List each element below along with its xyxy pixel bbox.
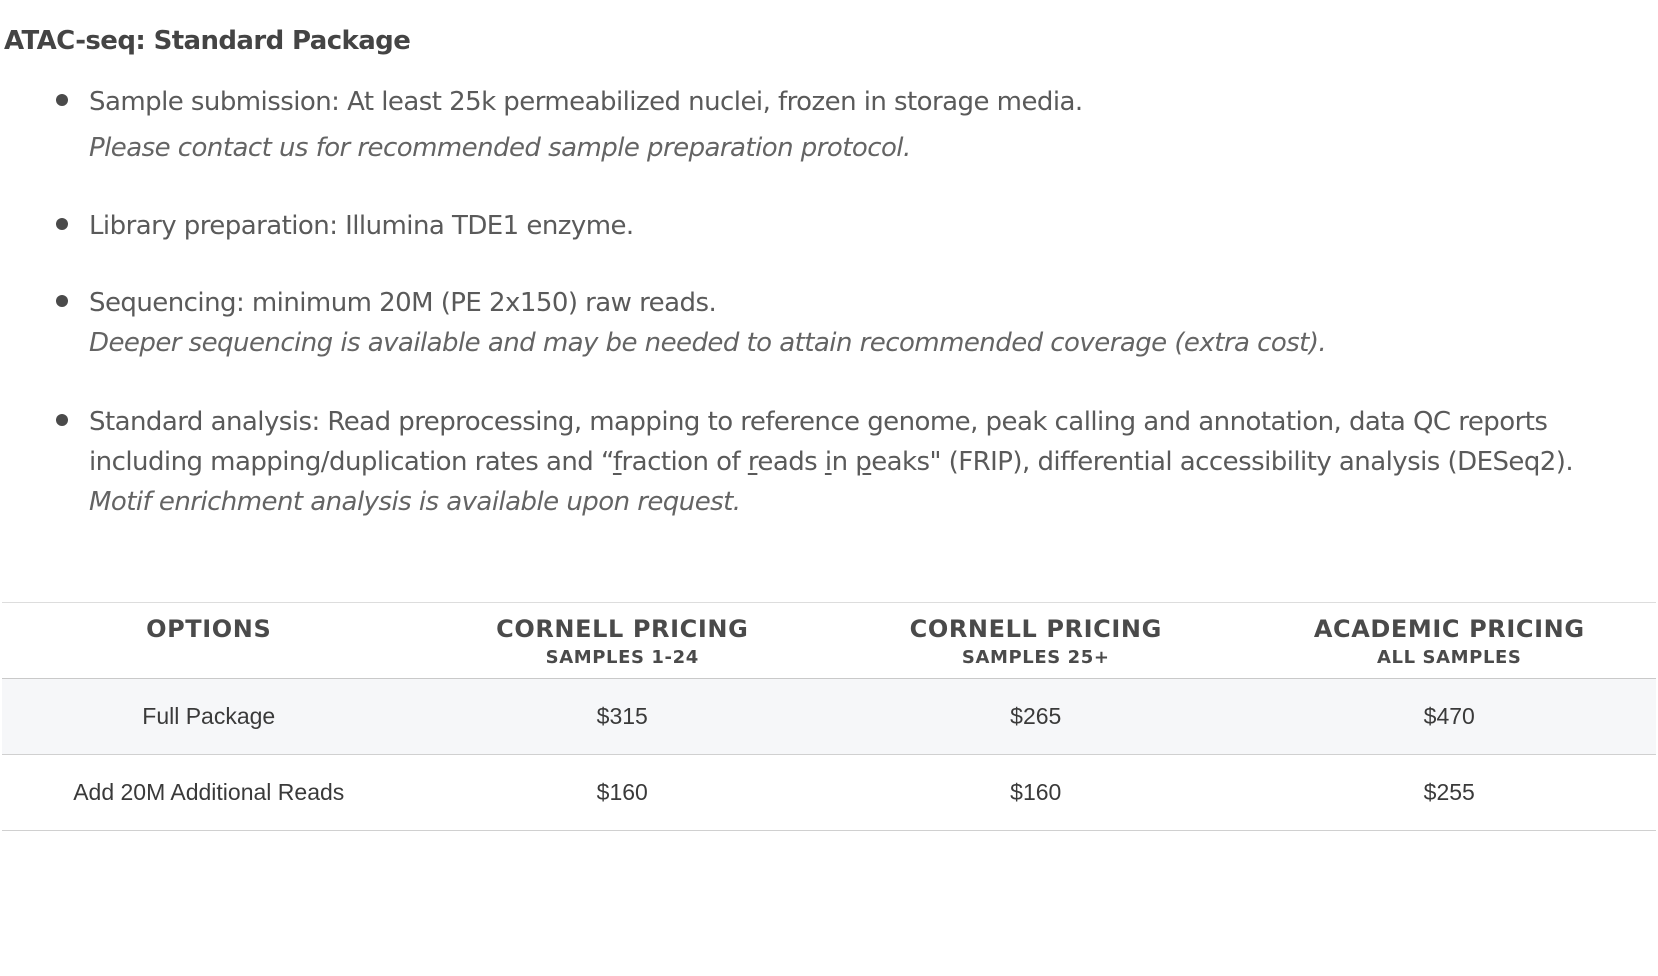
column-header-academic: ACADEMIC PRICING ALL SAMPLES <box>1313 615 1585 668</box>
table-row <box>2 679 1656 755</box>
bullet-dot-icon <box>56 414 68 426</box>
table-header-row <box>2 603 1656 679</box>
pricing-table <box>2 602 1656 831</box>
price-cell: $315 <box>596 703 648 729</box>
price-cell: $470 <box>1423 703 1475 729</box>
sample-submission-text: Sample submission: At least 25k permeabilized nuclei, frozen in storage media. <box>89 87 1083 117</box>
sequencing-text: Sequencing: minimum 20M (PE 2x150) raw reads. <box>89 288 717 318</box>
price-cell: $160 <box>1010 779 1062 805</box>
standard-analysis-note: Motif enrichment analysis is available upon request. <box>89 487 741 517</box>
price-cell: $265 <box>1010 703 1062 729</box>
frip-letter-r: r <box>747 447 758 477</box>
sample-submission-note: Please contact us for recommended sample preparation protocol. <box>89 133 911 163</box>
page-title: ATAC-seq: Standard Package <box>4 26 411 56</box>
bullet-dot-icon <box>56 295 68 307</box>
option-cell: Add 20M Additional Reads <box>73 779 345 805</box>
frip-letter-i: i <box>824 447 832 477</box>
frip-letter-p: p <box>855 447 872 477</box>
bullet-dot-icon <box>56 94 68 106</box>
standard-analysis-line-1: Standard analysis: Read preprocessing, mapping to reference genome, peak calling and annotation, data QC reports <box>89 407 1548 437</box>
table-row <box>2 755 1656 831</box>
frip-letter-f: f <box>612 447 622 477</box>
sequencing-note: Deeper sequencing is available and may be needed to attain recommended coverage (extra cost). <box>89 328 1327 358</box>
column-header-cornell-25-plus: CORNELL PRICING SAMPLES 25+ <box>909 615 1162 668</box>
library-preparation-text: Library preparation: Illumina TDE1 enzyme. <box>89 211 634 241</box>
option-cell: Full Package <box>142 703 276 729</box>
column-header-options: OPTIONS <box>146 615 272 643</box>
standard-analysis-line-2: including mapping/duplication rates and “fraction of reads in peaks" (FRIP), differential accessibility analysis (DESeq2). <box>89 447 1574 477</box>
column-header-cornell-1-24: CORNELL PRICING SAMPLES 1-24 <box>496 615 749 668</box>
price-cell: $160 <box>596 779 648 805</box>
bullet-dot-icon <box>56 218 68 230</box>
price-cell: $255 <box>1423 779 1475 805</box>
